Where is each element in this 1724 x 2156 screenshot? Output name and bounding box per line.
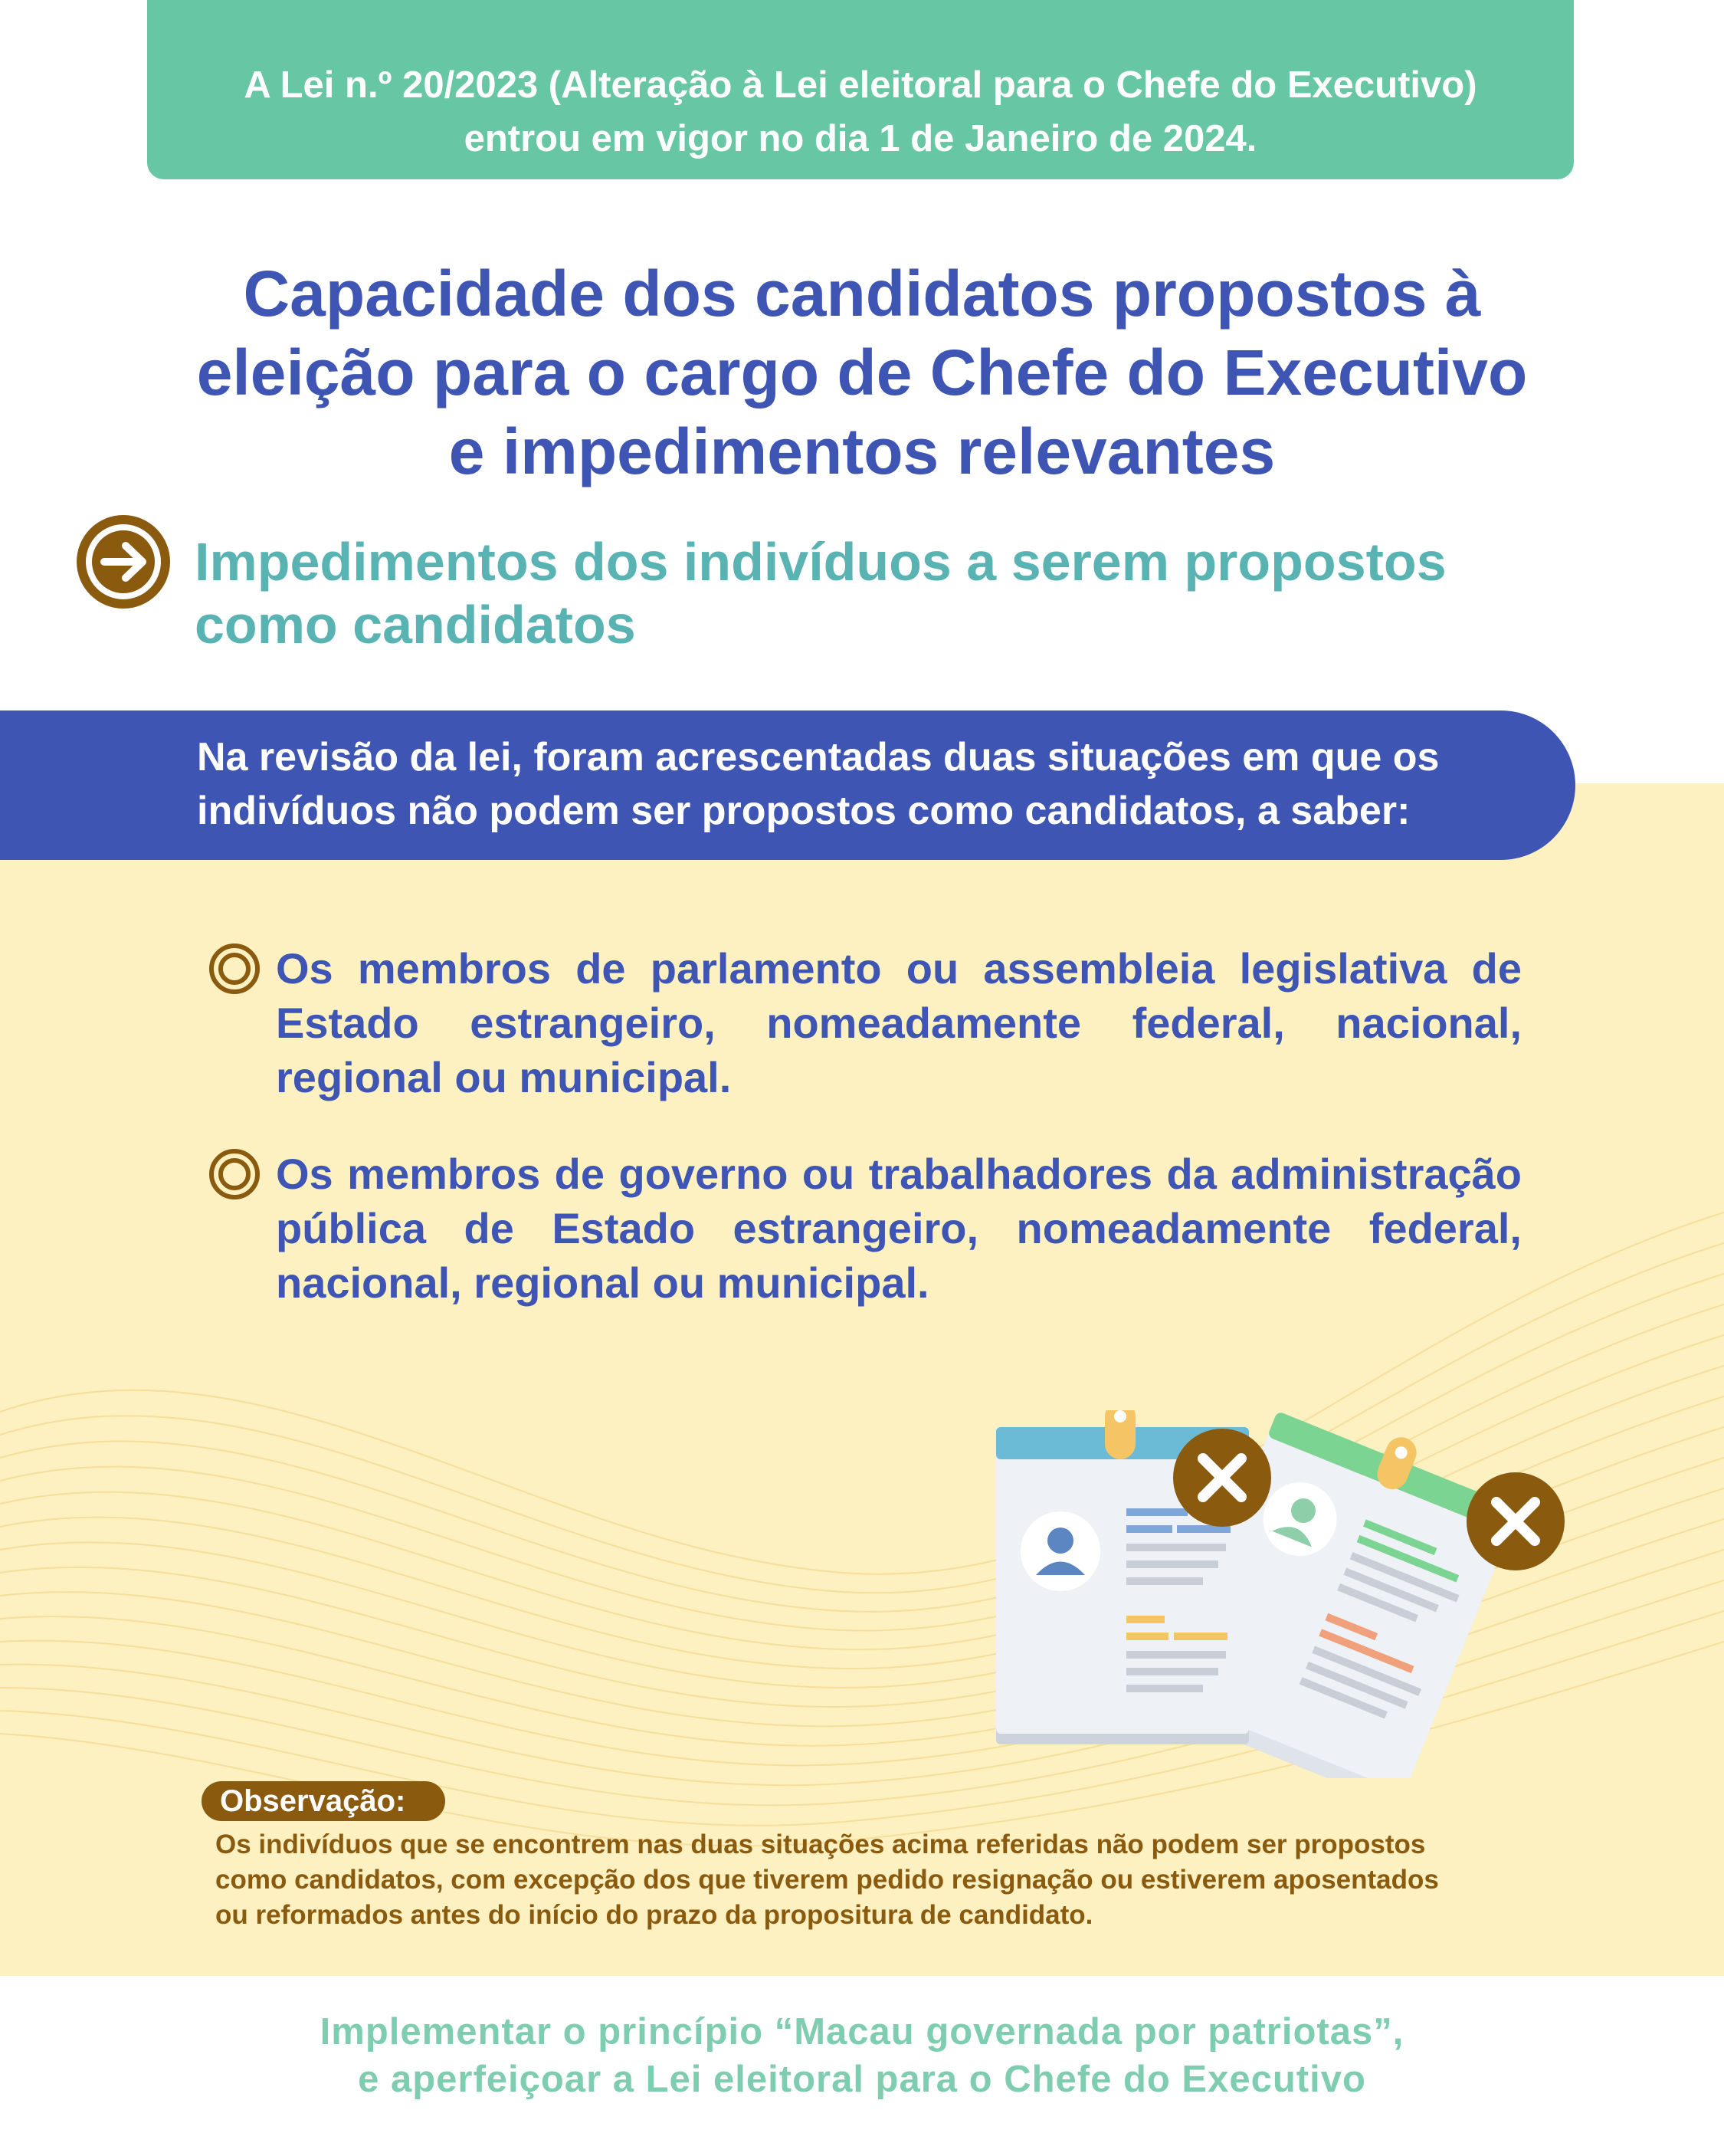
law-notice-line-2: entrou em vigor no dia 1 de Janeiro de 2024. [464,118,1257,159]
observation-line-3: ou reformados antes do início do prazo da propositura de candidato. [215,1900,1093,1930]
list-item-line: regional ou municipal. [276,1053,732,1101]
list-item-line: Os membros de governo ou trabalhadores da administração [276,1150,1522,1198]
page-title-line-2: eleição para o cargo de Chefe do Executivo [196,336,1528,409]
list-item-text [276,1147,1522,1310]
law-notice-banner [147,0,1574,179]
page-title-line-3: e impedimentos relevantes [448,415,1276,487]
list-item-line: Os membros de parlamento ou assembleia legislativa de [276,944,1522,993]
list-item-line: Estado estrangeiro, nomeadamente federal, nacional, [276,999,1522,1047]
page-title [115,254,1609,491]
observation-label: Observação: [202,1781,445,1821]
section-heading-line-1: Impedimentos dos indivíduos a serem propostos [195,532,1447,592]
law-notice-line-1: A Lei n.º 20/2023 (Alteração à Lei eleitoral para o Chefe do Executivo) [244,64,1477,106]
double-circle-bullet-icon [207,1147,262,1202]
observation-line-1: Os indivíduos que se encontrem nas duas situações acima referidas não podem ser propostos [215,1829,1426,1859]
list-item-line: nacional, regional ou municipal. [276,1258,929,1307]
list-item-line: pública de Estado estrangeiro, nomeadamente federal, [276,1204,1522,1252]
intro-banner [0,710,1575,860]
observation-line-2: como candidatos, com excepção dos que tiverem pedido resignação ou estiverem aposentados [215,1865,1439,1895]
footer-line-2: e aperfeiçoar a Lei eleitoral para o Chefe do Executivo [358,2059,1366,2100]
arrow-right-icon [77,515,170,609]
reject-x-icon [1173,1429,1271,1527]
observation-text [215,1827,1549,1933]
double-circle-bullet-icon [207,941,262,996]
reject-x-icon [1467,1472,1565,1570]
intro-line-2: indivíduos não podem ser propostos como candidatos, a saber: [197,789,1411,833]
page-title-line-1: Capacidade dos candidatos propostos à [243,258,1481,330]
footer-slogan [0,2008,1724,2103]
list-item-text [276,941,1522,1104]
rejected-id-cards-illustration [981,1410,1578,1778]
section-heading [195,530,1650,656]
footer-line-1: Implementar o princípio “Macau governada por patriotas”, [320,2011,1404,2053]
section-heading-line-2: como candidatos [195,595,636,655]
intro-line-1: Na revisão da lei, foram acrescentadas duas situações em que os [197,735,1440,779]
